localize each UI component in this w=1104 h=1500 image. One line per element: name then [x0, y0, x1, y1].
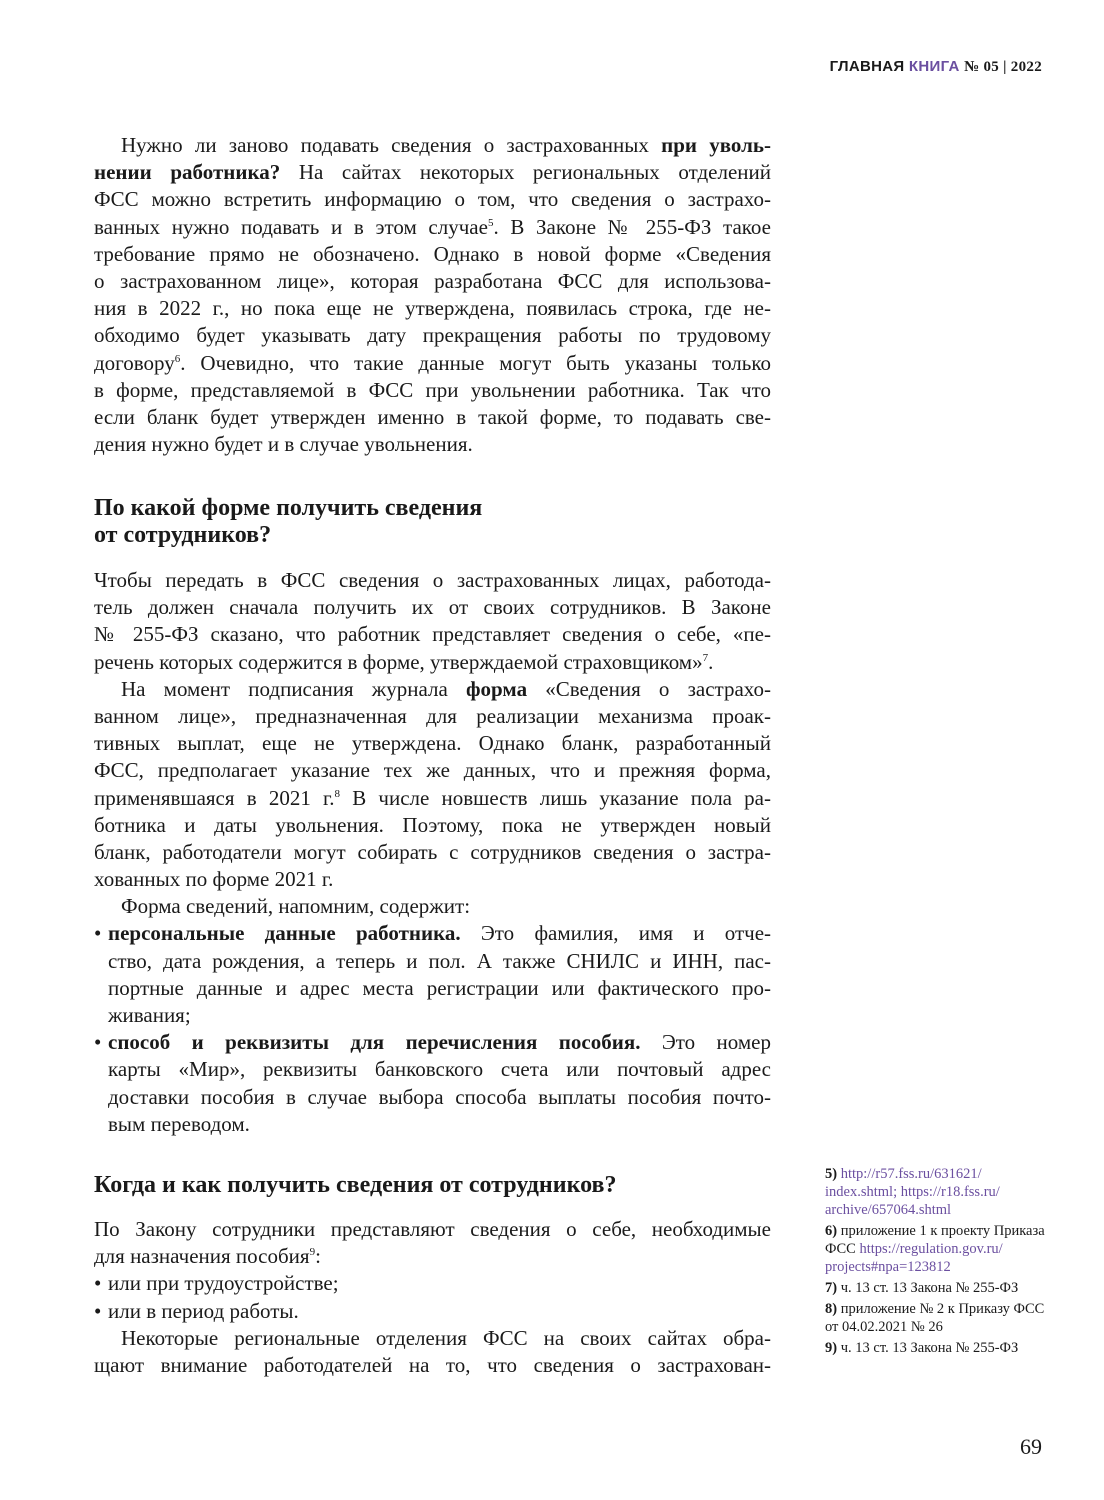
page-number: 69	[1020, 1434, 1042, 1459]
text-line: способ и реквизиты для перечисления пособия. Это номер	[108, 1030, 771, 1055]
text-line: ство, дата рождения, а теперь и пол. А также СНИЛС и ИНН, пас-	[108, 948, 771, 973]
text-line: тель должен сначала получить их от своих сотрудников. В Законе	[94, 595, 771, 620]
footnote-ref: 9	[309, 1246, 316, 1259]
text-line: На момент подписания журнала форма «Сведения о застрахо-	[121, 676, 771, 701]
bullet-item	[94, 920, 771, 1029]
footnote-link[interactable]: http://r57.fss.ru/631621/ index.shtml; https://r18.fss.ru/ archive/657064.shtml	[825, 1166, 1000, 1218]
text-line: если бланк будет утвержден именно в такой форме, то подавать све-	[94, 404, 771, 429]
heading-line: Когда и как получить сведения от сотрудников?	[94, 1172, 617, 1198]
footnote-ref: 5	[487, 216, 494, 229]
bullet-item	[94, 1298, 771, 1325]
paragraph	[94, 567, 771, 676]
paragraph	[94, 1216, 771, 1270]
heading-when-how	[94, 1172, 616, 1199]
bullet-item	[94, 1029, 771, 1138]
bullet-icon: •	[94, 1271, 102, 1296]
text-line: обходимо будет указывать дату прекращения работы по трудовому	[94, 323, 771, 348]
footnote-number: 8)	[825, 1301, 841, 1317]
footnote-number: 9)	[825, 1340, 841, 1356]
text-line: нении работника? На сайтах некоторых региональных отделений	[94, 160, 771, 185]
text-line: в форме, представляемой в ФСС при увольнении работника. Так что	[94, 377, 771, 402]
footnote-text: ч. 13 ст. 13 Закона № 255-ФЗ	[840, 1280, 1019, 1296]
brand-title: ГЛАВНАЯ	[829, 58, 905, 75]
text-line: требование прямо не обозначено. Однако в новой форме «Сведения	[94, 241, 771, 266]
text-line: вым переводом.	[108, 1111, 250, 1136]
heading-line: По какой форме получить сведения	[94, 495, 483, 521]
text-line: ФСС можно встретить информацию о том, что сведения о застрахо-	[94, 187, 771, 212]
heading-which-form	[94, 495, 482, 549]
paragraph	[94, 676, 771, 894]
text-line: о застрахованном лице», которая разработана ФСС для использова-	[94, 268, 771, 293]
footnote-number: 7)	[825, 1280, 841, 1296]
paragraph	[94, 1325, 771, 1379]
text-line: применявшаяся в 2021 г.$^8$ В числе новшеств лишь указание пола ра-	[94, 785, 771, 810]
text-line: ФСС, предполагает указание тех же данных, что и прежняя форма,	[94, 758, 771, 783]
bold-text: форма	[466, 676, 528, 701]
text-line: Нужно ли заново подавать сведения о застрахованных при уволь-	[121, 133, 771, 157]
text-line: Форма сведений, напомним, содержит:	[121, 894, 471, 919]
text-line: речень которых содержится в форме, утверждаемой страховщиком»$^7$.	[94, 649, 714, 674]
issue-number: № 05 | 2022	[964, 59, 1042, 75]
text-line: Некоторые региональные отделения ФСС на своих сайтах обра-	[121, 1325, 771, 1350]
text-line: № 255-ФЗ сказано, что работник представляет сведения о себе, «пе-	[94, 622, 771, 647]
footnote-ref: 7	[702, 651, 709, 664]
footnote	[825, 1222, 1055, 1276]
bullet-item	[94, 1270, 771, 1297]
section-2-text	[94, 567, 771, 1138]
text-line: для назначения пособия$^9$:	[94, 1244, 321, 1269]
text-line: щают внимание работодателей на то, что сведения о застрахован-	[94, 1352, 771, 1377]
footnote	[825, 1339, 1055, 1357]
text-line: карты «Мир», реквизиты банковского счета или почтовый адрес	[108, 1057, 771, 1082]
bold-text: персональные данные работника.	[108, 921, 461, 946]
footnote-ref: 6	[174, 352, 181, 365]
text-line: ния в 2022 г., но пока еще не утверждена, появилась строка, где не-	[94, 296, 771, 321]
text-line: ванных нужно подавать и в этом случае$^5$. В Законе № 255-ФЗ такое	[94, 214, 771, 239]
footnote	[825, 1279, 1055, 1297]
text-line: или при трудоустройстве;	[108, 1271, 339, 1296]
footnotes	[825, 1165, 1055, 1360]
paragraph	[94, 893, 771, 920]
footnote-text: ч. 13 ст. 13 Закона № 255-ФЗ	[840, 1340, 1019, 1356]
text-line: дения нужно будет и в случае увольнения.	[94, 432, 473, 457]
footnote-text: приложение 1 к проекту Приказа ФСС	[825, 1223, 1045, 1257]
footnote-number: 5)	[825, 1166, 841, 1182]
text-line: бланк, работодатели могут собирать с сотрудников сведения о застра-	[94, 839, 771, 864]
section-1-text	[94, 132, 771, 458]
text-line: живания;	[108, 1003, 191, 1027]
text-line: договору$^6$. Очевидно, что такие данные могут быть указаны только	[94, 350, 771, 375]
brand-title-accent: КНИГА	[908, 58, 960, 75]
bold-text: нении работника?	[94, 160, 281, 185]
text-line: Чтобы передать в ФСС сведения о застрахованных лицах, работода-	[94, 568, 771, 592]
footnote-ref: 8	[334, 787, 341, 800]
text-line: персональные данные работника. Это фамилия, имя и отче-	[108, 921, 772, 946]
text-line: хованных по форме 2021 г.	[94, 867, 334, 892]
footnote	[825, 1165, 1055, 1219]
text-line: доставки пособия в случае выбора способа выплаты пособия почто-	[108, 1084, 771, 1109]
running-header	[830, 58, 1042, 76]
footnote-text: приложение № 2 к Приказу ФСС от 04.02.2021 № 26	[825, 1301, 1045, 1335]
section-3-text	[94, 1216, 771, 1379]
text-line: ванном лице», предназначенная для реализации механизма проак-	[94, 703, 771, 728]
text-line: ботника и даты увольнения. Поэтому, пока не утвержден новый	[94, 812, 771, 837]
bullet-icon: •	[94, 1298, 102, 1323]
paragraph	[94, 132, 771, 458]
text-line: По Закону сотрудники представляют сведения о себе, необходимые	[94, 1217, 771, 1241]
footnote-number: 6)	[825, 1223, 841, 1239]
text-line: или в период работы.	[108, 1298, 299, 1323]
text-line: портные данные и адрес места регистрации или фактического про-	[108, 975, 771, 1000]
bold-text: способ и реквизиты для перечисления пособия.	[108, 1030, 641, 1055]
heading-line: от сотрудников?	[94, 522, 272, 548]
bold-text: при уволь-	[661, 133, 771, 157]
footnote	[825, 1300, 1055, 1336]
text-line: тивных выплат, еще не утверждена. Однако бланк, разработанный	[94, 731, 771, 756]
bullet-icon: •	[94, 921, 102, 946]
bullet-icon: •	[94, 1030, 102, 1055]
footnote-link[interactable]: https://regulation.gov.ru/ projects#npa=123812	[825, 1241, 1003, 1275]
